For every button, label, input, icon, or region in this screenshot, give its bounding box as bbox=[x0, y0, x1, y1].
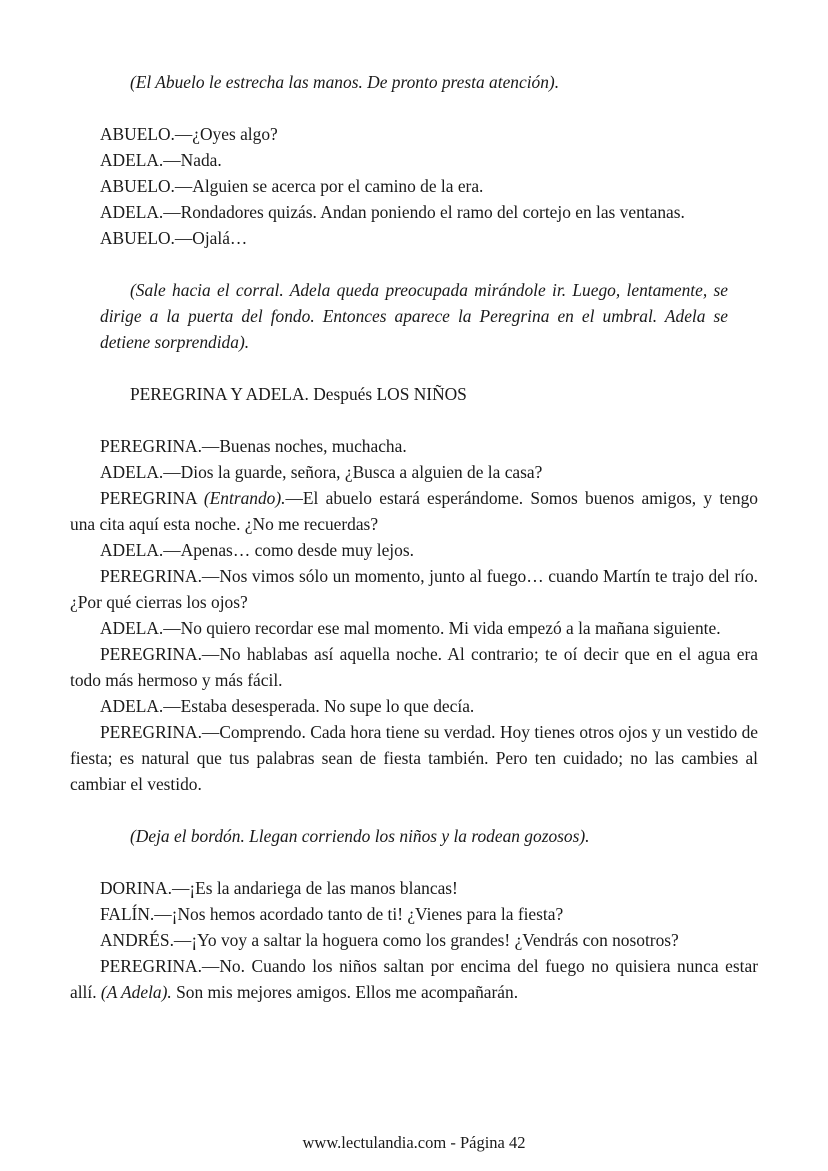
speech: ¡Yo voy a saltar la hoguera como los grandes! ¿Vendrás con nosotros? bbox=[191, 930, 679, 950]
scene-heading: PEREGRINA Y ADELA. Después LOS NIÑOS bbox=[130, 384, 467, 404]
stage-direction: (Deja el bordón. Llegan corriendo los niños y la rodean gozosos). bbox=[130, 826, 590, 846]
dialogue-line bbox=[70, 147, 758, 173]
spacer bbox=[70, 355, 758, 381]
dialogue-line bbox=[70, 485, 758, 537]
speaker: ABUELO.— bbox=[100, 176, 193, 196]
speaker: ADELA.— bbox=[100, 462, 181, 482]
dialogue-line bbox=[70, 173, 758, 199]
dialogue-line bbox=[70, 537, 758, 563]
dialogue-line bbox=[70, 225, 758, 251]
speech: Alguien se acerca por el camino de la era. bbox=[192, 176, 484, 196]
dialogue-line bbox=[70, 693, 758, 719]
speaker: ABUELO.— bbox=[100, 228, 193, 248]
speaker: ADELA.— bbox=[100, 202, 181, 222]
speech: No. Cuando los niños saltan por encima del fuego no quisiera nunca estar allí. bbox=[70, 956, 758, 1002]
speaker: PEREGRINA.— bbox=[100, 956, 220, 976]
speech: Comprendo. Cada hora tiene su verdad. Hoy tienes otros ojos y un vestido de fiesta; es natural que tus palabras sean de fiesta también. Pero ten cuidado; no las cambies al cambiar el vestido. bbox=[70, 722, 758, 794]
speech: Dios la guarde, señora, ¿Busca a alguien de la casa? bbox=[180, 462, 543, 482]
spacer bbox=[70, 251, 758, 277]
speaker: ADELA.— bbox=[100, 540, 181, 560]
speech: Rondadores quizás. Andan poniendo el ramo del cortejo en las ventanas. bbox=[180, 202, 685, 222]
dialogue-line bbox=[70, 199, 758, 225]
speaker: ADELA.— bbox=[100, 150, 181, 170]
speech: Apenas… como desde muy lejos. bbox=[180, 540, 414, 560]
speaker: ADELA.— bbox=[100, 618, 181, 638]
speaker: ADELA.— bbox=[100, 696, 181, 716]
spacer bbox=[70, 797, 758, 823]
speaker: PEREGRINA.— bbox=[100, 644, 220, 664]
speaker: FALÍN.— bbox=[100, 904, 172, 924]
speech: —El abuelo estará esperándome. Somos buenos amigos, y tengo una cita aquí esta noche. ¿No me recuerdas? bbox=[70, 488, 758, 534]
speech: ¿Oyes algo? bbox=[192, 124, 278, 144]
stage-direction: (El Abuelo le estrecha las manos. De pronto presta atención). bbox=[130, 72, 560, 92]
dialogue-line bbox=[70, 433, 758, 459]
speech: No hablabas así aquella noche. Al contrario; te oí decir que en el agua era todo más hermoso y más fácil. bbox=[70, 644, 758, 690]
dialogue-line bbox=[70, 901, 758, 927]
dialogue-line bbox=[70, 875, 758, 901]
spacer bbox=[70, 95, 758, 121]
stage-direction: (Sale hacia el corral. Adela queda preocupada mirándole ir. Luego, lentamente, se dirige a la puerta del fondo. Entonces aparece la Peregrina en el umbral. Adela se detiene sorprendida). bbox=[100, 280, 728, 352]
speech: Buenas noches, muchacha. bbox=[219, 436, 407, 456]
dialogue-line bbox=[70, 121, 758, 147]
spacer bbox=[70, 407, 758, 433]
speaker: PEREGRINA bbox=[100, 488, 204, 508]
dialogue-line bbox=[70, 563, 758, 615]
inline-direction: (Entrando). bbox=[203, 488, 286, 508]
spacer bbox=[70, 849, 758, 875]
dialogue-line bbox=[70, 927, 758, 953]
dialogue-line bbox=[70, 953, 758, 1005]
speaker: DORINA.— bbox=[100, 878, 190, 898]
speaker: ABUELO.— bbox=[100, 124, 193, 144]
speech: Nada. bbox=[180, 150, 222, 170]
speech: Ojalá… bbox=[192, 228, 248, 248]
speaker: PEREGRINA.— bbox=[100, 436, 220, 456]
dialogue-line bbox=[70, 459, 758, 485]
speech: Estaba desesperada. No supe lo que decía. bbox=[180, 696, 475, 716]
play-text bbox=[70, 69, 758, 1005]
dialogue-line bbox=[70, 615, 758, 641]
speech: ¡Nos hemos acordado tanto de ti! ¿Vienes para la fiesta? bbox=[171, 904, 564, 924]
speech: Nos vimos sólo un momento, junto al fuego… cuando Martín te trajo del río. ¿Por qué cierras los ojos? bbox=[70, 566, 758, 612]
inline-direction: (A Adela). bbox=[100, 982, 172, 1002]
speaker: PEREGRINA.— bbox=[100, 722, 220, 742]
page-footer: www.lectulandia.com - Página 42 bbox=[302, 1133, 526, 1152]
dialogue-line bbox=[70, 719, 758, 797]
speaker: ANDRÉS.— bbox=[100, 930, 192, 950]
dialogue-line bbox=[70, 641, 758, 693]
speech: ¡Es la andariega de las manos blancas! bbox=[189, 878, 458, 898]
speaker: PEREGRINA.— bbox=[100, 566, 220, 586]
speech: Son mis mejores amigos. Ellos me acompañarán. bbox=[171, 982, 519, 1002]
speech: No quiero recordar ese mal momento. Mi vida empezó a la mañana siguiente. bbox=[180, 618, 721, 638]
